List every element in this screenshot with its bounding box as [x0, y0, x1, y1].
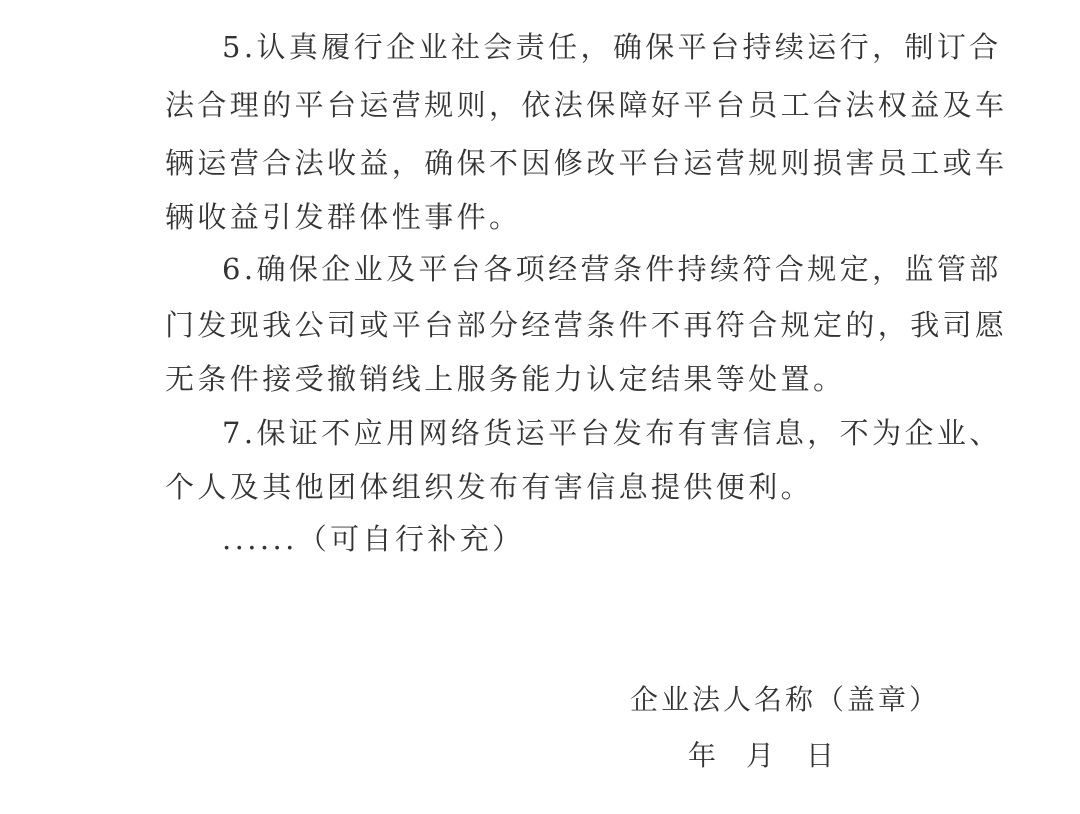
clause-5-line-4: 辆收益引发群体性事件。 — [165, 200, 522, 234]
clause-6-line-2: 门发现我公司或平台部分经营条件不再符合规定的，我司愿 — [165, 308, 1008, 342]
clause-7-line-1: 7.保证不应用网络货运平台发布有害信息，不为企业、 — [222, 416, 1002, 450]
date-year-label: 年 — [688, 739, 717, 772]
clause-6-line-3: 无条件接受撤销线上服务能力认定结果等处置。 — [165, 362, 846, 396]
date-month-label: 月 — [746, 739, 775, 772]
clause-5-line-3: 辆运营合法收益，确保不因修改平台运营规则损害员工或车 — [165, 146, 1008, 180]
supplement-note: ......（可自行补充） — [222, 522, 525, 556]
signature-company-seal: 企业法人名称（盖章） — [630, 683, 941, 716]
clause-5-line-1: 5.认真履行企业社会责任，确保平台持续运行，制订合 — [222, 30, 1002, 64]
date-day-label: 日 — [806, 739, 835, 772]
clause-7-line-2: 个人及其他团体组织发布有害信息提供便利。 — [165, 470, 814, 504]
clause-6-line-1: 6.确保企业及平台各项经营条件持续符合规定，监管部 — [222, 252, 1002, 286]
clause-5-line-2: 法合理的平台运营规则，依法保障好平台员工合法权益及车 — [165, 88, 1008, 122]
